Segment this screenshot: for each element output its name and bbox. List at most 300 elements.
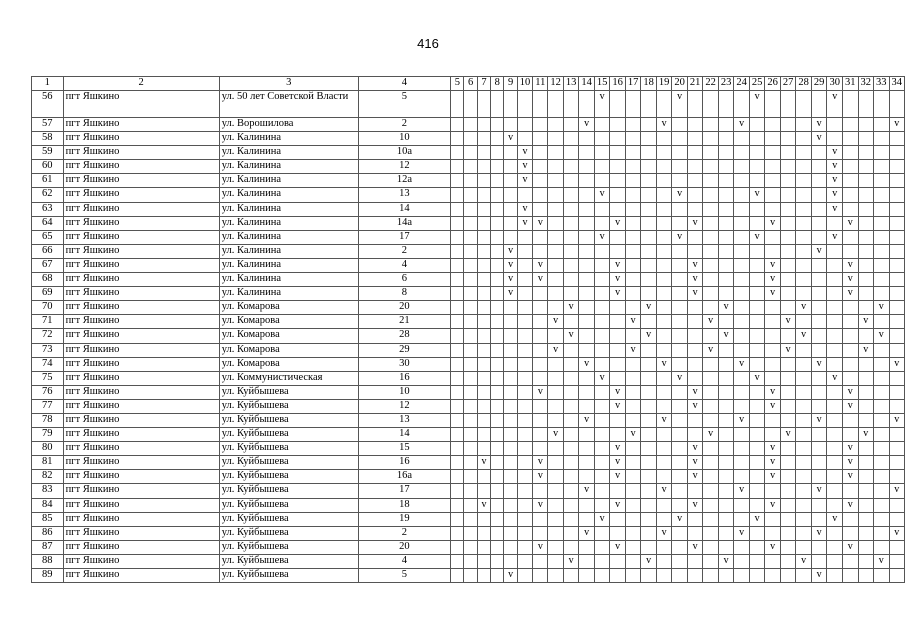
schedule-mark: v <box>827 230 843 244</box>
house-number-cell: 19 <box>358 512 451 526</box>
schedule-cell <box>858 160 874 174</box>
schedule-cell <box>765 554 781 568</box>
schedule-cell <box>504 357 517 371</box>
schedule-cell <box>548 301 564 315</box>
schedule-cell <box>563 442 579 456</box>
schedule-cell <box>889 399 905 413</box>
schedule-cell <box>811 442 827 456</box>
schedule-cell <box>687 244 703 258</box>
schedule-cell <box>749 413 765 427</box>
schedule-cell <box>641 484 657 498</box>
schedule-cell <box>548 385 564 399</box>
schedule-mark: v <box>579 413 595 427</box>
schedule-cell <box>563 244 579 258</box>
schedule-cell <box>625 273 641 287</box>
schedule-cell <box>749 301 765 315</box>
schedule-cell <box>548 273 564 287</box>
schedule-cell <box>491 399 504 413</box>
schedule-cell <box>579 569 595 583</box>
schedule-cell <box>780 174 796 188</box>
row-number-cell: 61 <box>32 174 64 188</box>
schedule-cell <box>749 202 765 216</box>
schedule-cell <box>672 301 688 315</box>
schedule-cell <box>765 512 781 526</box>
schedule-cell <box>843 244 859 258</box>
schedule-cell <box>451 470 464 484</box>
schedule-cell <box>579 244 595 258</box>
schedule-cell <box>579 456 595 470</box>
schedule-cell <box>641 456 657 470</box>
schedule-cell <box>451 188 464 202</box>
schedule-cell <box>672 554 688 568</box>
table-row <box>32 399 905 413</box>
column-header: 14 <box>579 77 595 91</box>
schedule-cell <box>477 512 490 526</box>
schedule-cell <box>703 385 719 399</box>
schedule-cell <box>504 160 517 174</box>
schedule-cell <box>656 329 672 343</box>
schedule-cell <box>548 132 564 146</box>
schedule-mark: v <box>796 554 812 568</box>
schedule-cell <box>504 512 517 526</box>
schedule-cell <box>464 132 477 146</box>
house-number-cell: 13 <box>358 188 451 202</box>
schedule-cell <box>703 371 719 385</box>
schedule-mark: v <box>749 91 765 118</box>
schedule-cell <box>594 526 610 540</box>
schedule-cell <box>641 230 657 244</box>
schedule-cell <box>533 118 548 132</box>
schedule-mark: v <box>827 371 843 385</box>
schedule-mark: v <box>811 484 827 498</box>
schedule-cell <box>594 484 610 498</box>
street-cell: ул. Куйбышева <box>219 484 358 498</box>
schedule-cell <box>625 470 641 484</box>
schedule-cell <box>504 202 517 216</box>
schedule-mark: v <box>843 399 859 413</box>
schedule-mark: v <box>811 244 827 258</box>
schedule-cell <box>796 413 812 427</box>
schedule-cell <box>843 526 859 540</box>
schedule-cell <box>672 160 688 174</box>
schedule-cell <box>464 146 477 160</box>
schedule-cell <box>464 357 477 371</box>
schedule-cell <box>827 470 843 484</box>
table-row <box>32 554 905 568</box>
street-cell: ул. Калинина <box>219 174 358 188</box>
column-header: 15 <box>594 77 610 91</box>
schedule-cell <box>874 132 890 146</box>
schedule-cell <box>548 174 564 188</box>
schedule-cell <box>533 569 548 583</box>
schedule-mark: v <box>687 456 703 470</box>
schedule-cell <box>464 428 477 442</box>
schedule-cell <box>656 244 672 258</box>
schedule-cell <box>451 315 464 329</box>
schedule-mark: v <box>687 470 703 484</box>
schedule-mark: v <box>687 258 703 272</box>
schedule-cell <box>858 526 874 540</box>
schedule-cell <box>451 202 464 216</box>
schedule-cell <box>491 569 504 583</box>
schedule-cell <box>594 498 610 512</box>
schedule-cell <box>734 442 750 456</box>
house-number-cell: 2 <box>358 244 451 258</box>
schedule-cell <box>610 188 626 202</box>
schedule-mark: v <box>610 540 626 554</box>
schedule-cell <box>734 202 750 216</box>
schedule-cell <box>533 132 548 146</box>
schedule-cell <box>517 301 533 315</box>
schedule-cell <box>625 216 641 230</box>
schedule-cell <box>796 484 812 498</box>
schedule-cell <box>464 244 477 258</box>
schedule-cell <box>780 442 796 456</box>
settlement-cell: пгт Яшкино <box>63 301 219 315</box>
schedule-cell <box>780 202 796 216</box>
schedule-cell <box>594 244 610 258</box>
schedule-cell <box>796 357 812 371</box>
schedule-cell <box>672 399 688 413</box>
street-cell: ул. Куйбышева <box>219 442 358 456</box>
schedule-cell <box>827 569 843 583</box>
schedule-cell <box>610 118 626 132</box>
schedule-mark: v <box>504 258 517 272</box>
schedule-cell <box>656 315 672 329</box>
schedule-cell <box>780 301 796 315</box>
column-header: 13 <box>563 77 579 91</box>
house-number-cell: 14 <box>358 428 451 442</box>
table-row <box>32 258 905 272</box>
schedule-cell <box>672 315 688 329</box>
schedule-cell <box>749 287 765 301</box>
schedule-cell <box>734 174 750 188</box>
schedule-cell <box>464 554 477 568</box>
schedule-cell <box>827 301 843 315</box>
schedule-cell <box>548 540 564 554</box>
schedule-mark: v <box>749 188 765 202</box>
header-row <box>32 77 905 91</box>
schedule-cell <box>641 160 657 174</box>
schedule-cell <box>504 301 517 315</box>
schedule-cell <box>517 343 533 357</box>
schedule-cell <box>703 244 719 258</box>
schedule-cell <box>594 385 610 399</box>
schedule-cell <box>610 357 626 371</box>
schedule-mark: v <box>687 498 703 512</box>
schedule-cell <box>811 160 827 174</box>
schedule-cell <box>610 371 626 385</box>
schedule-cell <box>687 357 703 371</box>
schedule-cell <box>548 413 564 427</box>
schedule-cell <box>718 470 734 484</box>
schedule-cell <box>672 132 688 146</box>
schedule-cell <box>504 118 517 132</box>
schedule-cell <box>858 484 874 498</box>
schedule-cell <box>672 329 688 343</box>
schedule-mark: v <box>843 498 859 512</box>
settlement-cell: пгт Яшкино <box>63 484 219 498</box>
schedule-cell <box>749 569 765 583</box>
schedule-cell <box>451 273 464 287</box>
schedule-cell <box>734 428 750 442</box>
schedule-cell <box>533 202 548 216</box>
schedule-mark: v <box>656 526 672 540</box>
schedule-cell <box>874 470 890 484</box>
schedule-cell <box>672 442 688 456</box>
schedule-cell <box>858 512 874 526</box>
column-header: 11 <box>533 77 548 91</box>
schedule-cell <box>464 512 477 526</box>
street-cell: ул. Куйбышева <box>219 498 358 512</box>
schedule-cell <box>811 273 827 287</box>
schedule-cell <box>594 456 610 470</box>
column-header: 7 <box>477 77 490 91</box>
schedule-cell <box>594 216 610 230</box>
schedule-cell <box>477 188 490 202</box>
schedule-cell <box>491 343 504 357</box>
schedule-mark: v <box>811 569 827 583</box>
schedule-mark: v <box>594 188 610 202</box>
schedule-cell <box>811 343 827 357</box>
schedule-cell <box>477 273 490 287</box>
schedule-cell <box>491 273 504 287</box>
column-header: 33 <box>874 77 890 91</box>
schedule-mark: v <box>610 442 626 456</box>
schedule-cell <box>718 230 734 244</box>
schedule-cell <box>533 91 548 118</box>
schedule-cell <box>687 512 703 526</box>
schedule-cell <box>477 258 490 272</box>
column-header: 21 <box>687 77 703 91</box>
schedule-cell <box>858 258 874 272</box>
schedule-cell <box>656 385 672 399</box>
schedule-mark: v <box>504 132 517 146</box>
schedule-cell <box>749 526 765 540</box>
column-header: 1 <box>32 77 64 91</box>
schedule-cell <box>491 188 504 202</box>
table-row <box>32 371 905 385</box>
schedule-cell <box>858 456 874 470</box>
schedule-mark: v <box>656 413 672 427</box>
schedule-cell <box>703 399 719 413</box>
schedule-cell <box>811 230 827 244</box>
schedule-cell <box>843 371 859 385</box>
page-number: 416 <box>417 36 439 51</box>
schedule-cell <box>687 118 703 132</box>
schedule-cell <box>749 442 765 456</box>
schedule-cell <box>625 301 641 315</box>
schedule-cell <box>641 385 657 399</box>
schedule-cell <box>504 371 517 385</box>
schedule-mark: v <box>548 315 564 329</box>
schedule-cell <box>780 244 796 258</box>
schedule-cell <box>533 484 548 498</box>
schedule-cell <box>796 287 812 301</box>
schedule-cell <box>889 216 905 230</box>
schedule-cell <box>858 540 874 554</box>
row-number-cell: 79 <box>32 428 64 442</box>
schedule-cell <box>811 287 827 301</box>
schedule-cell <box>517 118 533 132</box>
schedule-cell <box>718 428 734 442</box>
schedule-cell <box>780 91 796 118</box>
schedule-cell <box>703 132 719 146</box>
schedule-mark: v <box>517 216 533 230</box>
schedule-mark: v <box>889 526 905 540</box>
schedule-cell <box>504 174 517 188</box>
schedule-cell <box>687 132 703 146</box>
settlement-cell: пгт Яшкино <box>63 470 219 484</box>
schedule-cell <box>718 202 734 216</box>
schedule-cell <box>533 343 548 357</box>
schedule-cell <box>796 526 812 540</box>
schedule-cell <box>780 273 796 287</box>
settlement-cell: пгт Яшкино <box>63 540 219 554</box>
schedule-mark: v <box>641 329 657 343</box>
schedule-cell <box>811 216 827 230</box>
house-number-cell: 13 <box>358 413 451 427</box>
schedule-cell <box>827 554 843 568</box>
schedule-mark: v <box>625 315 641 329</box>
schedule-mark: v <box>843 456 859 470</box>
schedule-cell <box>579 554 595 568</box>
schedule-cell <box>703 569 719 583</box>
schedule-cell <box>672 456 688 470</box>
schedule-cell <box>827 540 843 554</box>
schedule-cell <box>594 442 610 456</box>
schedule-cell <box>780 216 796 230</box>
schedule-cell <box>874 385 890 399</box>
schedule-cell <box>625 329 641 343</box>
house-number-cell: 17 <box>358 230 451 244</box>
schedule-cell <box>579 512 595 526</box>
schedule-cell <box>889 385 905 399</box>
schedule-cell <box>533 244 548 258</box>
schedule-cell <box>491 554 504 568</box>
schedule-cell <box>491 91 504 118</box>
schedule-cell <box>827 399 843 413</box>
schedule-cell <box>765 526 781 540</box>
schedule-cell <box>718 258 734 272</box>
schedule-cell <box>734 301 750 315</box>
schedule-cell <box>563 498 579 512</box>
schedule-cell <box>594 470 610 484</box>
schedule-cell <box>749 428 765 442</box>
row-number-cell: 72 <box>32 329 64 343</box>
schedule-cell <box>563 118 579 132</box>
schedule-cell <box>811 258 827 272</box>
schedule-cell <box>780 385 796 399</box>
schedule-cell <box>641 315 657 329</box>
street-cell: ул. Калинина <box>219 188 358 202</box>
schedule-cell <box>625 554 641 568</box>
schedule-cell <box>734 371 750 385</box>
schedule-cell <box>827 442 843 456</box>
schedule-mark: v <box>687 216 703 230</box>
schedule-mark: v <box>843 216 859 230</box>
schedule-cell <box>718 132 734 146</box>
schedule-cell <box>533 442 548 456</box>
table-row <box>32 343 905 357</box>
schedule-cell <box>843 484 859 498</box>
table-row <box>32 132 905 146</box>
schedule-cell <box>827 526 843 540</box>
schedule-cell <box>749 470 765 484</box>
schedule-cell <box>889 174 905 188</box>
settlement-cell: пгт Яшкино <box>63 512 219 526</box>
row-number-cell: 88 <box>32 554 64 568</box>
schedule-cell <box>579 385 595 399</box>
schedule-cell <box>858 287 874 301</box>
schedule-cell <box>594 301 610 315</box>
schedule-cell <box>625 230 641 244</box>
row-number-cell: 64 <box>32 216 64 230</box>
schedule-cell <box>765 244 781 258</box>
schedule-mark: v <box>718 301 734 315</box>
table-row <box>32 357 905 371</box>
schedule-cell <box>594 569 610 583</box>
schedule-cell <box>594 343 610 357</box>
schedule-mark: v <box>533 216 548 230</box>
column-header: 4 <box>358 77 451 91</box>
schedule-cell <box>858 273 874 287</box>
schedule-mark: v <box>610 385 626 399</box>
schedule-mark: v <box>687 287 703 301</box>
schedule-cell <box>734 230 750 244</box>
schedule-cell <box>780 498 796 512</box>
schedule-cell <box>477 343 490 357</box>
schedule-cell <box>718 484 734 498</box>
schedule-cell <box>749 329 765 343</box>
column-header: 12 <box>548 77 564 91</box>
schedule-cell <box>656 512 672 526</box>
table-row <box>32 428 905 442</box>
table-row <box>32 202 905 216</box>
schedule-mark: v <box>734 357 750 371</box>
schedule-cell <box>625 174 641 188</box>
schedule-mark: v <box>765 287 781 301</box>
schedule-cell <box>594 146 610 160</box>
schedule-cell <box>811 202 827 216</box>
house-number-cell: 12а <box>358 174 451 188</box>
schedule-cell <box>563 526 579 540</box>
schedule-cell <box>504 230 517 244</box>
schedule-cell <box>504 554 517 568</box>
schedule-cell <box>641 216 657 230</box>
schedule-cell <box>504 456 517 470</box>
schedule-mark: v <box>811 118 827 132</box>
schedule-cell <box>504 343 517 357</box>
schedule-cell <box>827 428 843 442</box>
schedule-cell <box>548 554 564 568</box>
schedule-cell <box>477 371 490 385</box>
table-row <box>32 230 905 244</box>
schedule-cell <box>703 554 719 568</box>
schedule-cell <box>491 357 504 371</box>
schedule-cell <box>765 343 781 357</box>
schedule-mark: v <box>765 456 781 470</box>
schedule-cell <box>765 315 781 329</box>
schedule-cell <box>610 230 626 244</box>
schedule-cell <box>718 512 734 526</box>
schedule-cell <box>780 540 796 554</box>
schedule-cell <box>858 357 874 371</box>
schedule-cell <box>517 287 533 301</box>
schedule-cell <box>594 329 610 343</box>
schedule-cell <box>517 442 533 456</box>
schedule-cell <box>579 428 595 442</box>
